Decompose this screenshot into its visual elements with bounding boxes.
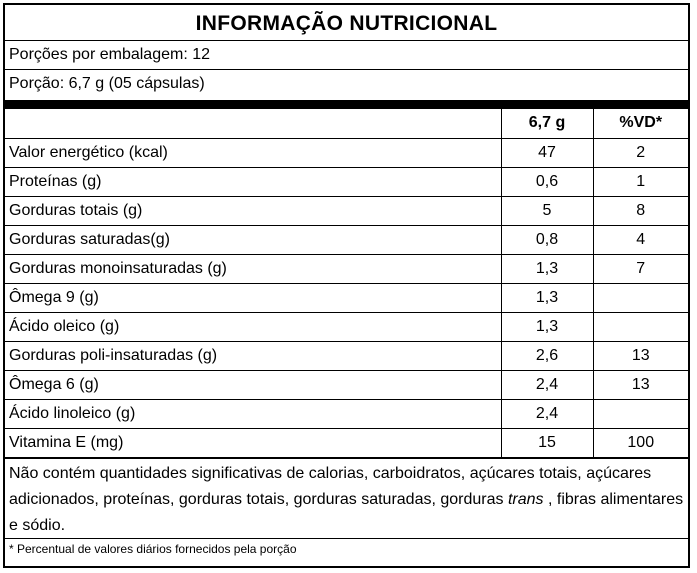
nutrient-name: Gorduras totais (g): [5, 196, 501, 225]
nutrient-dv: 100: [593, 428, 688, 458]
serving-size: Porção: 6,7 g (05 cápsulas): [9, 75, 205, 92]
thick-divider: [5, 100, 688, 109]
nutrient-dv: 1: [593, 167, 688, 196]
header-amount: 6,7 g: [501, 109, 593, 138]
dv-footnote: * Percentual de valores diários fornecidos pela porção: [9, 541, 297, 556]
note-text-before: Não contém quantidades significativas de calorias, carboidratos, açúcares totais, açúcares adicionados, proteínas, gorduras totais, gorduras saturadas, gorduras: [9, 464, 652, 508]
header-label: [5, 109, 501, 138]
nutrient-dv: 13: [593, 341, 688, 370]
nutrient-amount: 15: [501, 428, 593, 458]
nutrient-amount: 0,8: [501, 225, 593, 254]
nutrient-name: Ácido oleico (g): [5, 312, 501, 341]
table-row: [5, 399, 688, 428]
table-header-row: [5, 109, 688, 138]
nutrient-dv: [593, 283, 688, 312]
nutrient-name: Ácido linoleico (g): [5, 399, 501, 428]
nutrient-amount: 0,6: [501, 167, 593, 196]
nutrient-name: Ômega 9 (g): [5, 283, 501, 312]
nutrient-name: Valor energético (kcal): [5, 138, 501, 167]
nutrient-amount: 2,4: [501, 370, 593, 399]
nutrient-name: Gorduras monoinsaturadas (g): [5, 254, 501, 283]
nutrition-facts-label: [3, 3, 690, 568]
nutrient-amount: 5: [501, 196, 593, 225]
table-row: [5, 428, 688, 458]
nutrient-amount: 1,3: [501, 254, 593, 283]
nutrient-dv: 2: [593, 138, 688, 167]
table-row: [5, 283, 688, 312]
table-row: [5, 225, 688, 254]
note-text-after: , fibras alimentares e sódio.: [9, 490, 684, 534]
table-row: [5, 370, 688, 399]
nutrient-name: Vitamina E (mg): [5, 428, 501, 458]
nutrient-amount: 47: [501, 138, 593, 167]
nutrient-dv: 7: [593, 254, 688, 283]
nutrient-dv: 4: [593, 225, 688, 254]
nutrient-name: Ômega 6 (g): [5, 370, 501, 399]
nutrient-dv: 13: [593, 370, 688, 399]
table-row: [5, 167, 688, 196]
nutrient-amount: 1,3: [501, 283, 593, 312]
nutrient-dv: [593, 399, 688, 428]
nutrient-amount: 2,6: [501, 341, 593, 370]
nutrient-name: Gorduras poli-insaturadas (g): [5, 341, 501, 370]
nutrient-name: Proteínas (g): [5, 167, 501, 196]
nutrient-dv: [593, 312, 688, 341]
nutrient-name: Gorduras saturadas(g): [5, 225, 501, 254]
header-dv: %VD*: [593, 109, 688, 138]
nutrient-amount: 2,4: [501, 399, 593, 428]
nutrition-table: [5, 109, 688, 459]
table-row: [5, 138, 688, 167]
servings-per-package: Porções por embalagem: 12: [5, 41, 688, 70]
not-significant-note: [5, 459, 688, 539]
table-row: [5, 254, 688, 283]
table-row: [5, 196, 688, 225]
nutrient-dv: 8: [593, 196, 688, 225]
table-row: [5, 312, 688, 341]
table-row: [5, 341, 688, 370]
label-title: INFORMAÇÃO NUTRICIONAL: [5, 5, 688, 41]
nutrient-amount: 1,3: [501, 312, 593, 341]
note-trans-italic: trans: [507, 490, 544, 508]
